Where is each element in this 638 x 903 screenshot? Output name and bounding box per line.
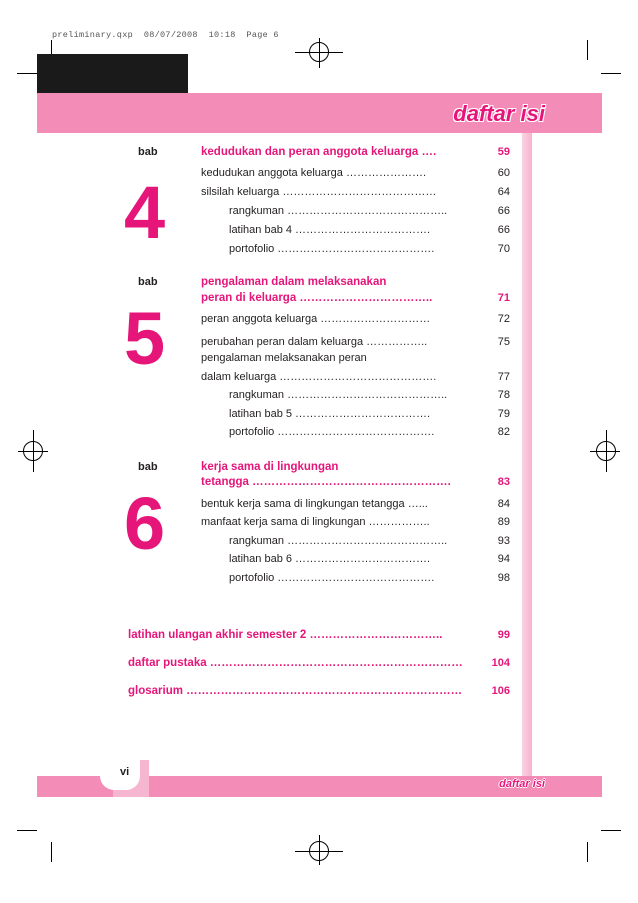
- toc-entry[interactable]: latihan bab 5 ……………………………….: [229, 408, 431, 420]
- crop-mark: [17, 830, 37, 831]
- chapter-page: 71: [497, 292, 510, 304]
- chapter-title[interactable]: tetangga …………………………………………….: [201, 476, 451, 488]
- chapter-page: 83: [497, 476, 510, 488]
- chapter-number: 6: [124, 482, 166, 565]
- toc-extra-entry[interactable]: glosarium ………………………………………………………………: [128, 685, 463, 697]
- toc-entry[interactable]: portofolio …………………………………….: [229, 243, 435, 255]
- toc-entry[interactable]: peran anggota keluarga …………………………: [201, 313, 431, 325]
- bab-label: bab: [138, 276, 158, 288]
- header-black-bar: [37, 54, 188, 93]
- print-slug: preliminary.qxp 08/07/2008 10:18 Page 6: [52, 30, 279, 40]
- toc-page: 84: [497, 498, 510, 510]
- toc-page: 94: [497, 553, 510, 565]
- toc-entry[interactable]: kedudukan anggota keluarga ………………….: [201, 167, 427, 179]
- page-number: vi: [120, 766, 130, 778]
- registration-mark-icon: [319, 38, 320, 68]
- chapter-number: 5: [124, 297, 166, 380]
- toc-page: 75: [497, 336, 510, 348]
- toc-entry[interactable]: dalam keluarga …………………………………….: [201, 371, 437, 383]
- chapter-title[interactable]: kedudukan dan peran anggota keluarga ….: [201, 146, 437, 158]
- toc-entry[interactable]: silsilah keluarga ……………………………………: [201, 186, 437, 198]
- toc-entry[interactable]: perubahan peran dalam keluarga ……………..: [201, 336, 428, 348]
- toc-page: 82: [497, 426, 510, 438]
- page-title: daftar isi: [453, 101, 545, 126]
- toc-page: 78: [497, 389, 510, 401]
- toc-page: 60: [497, 167, 510, 179]
- toc-page: 66: [497, 224, 510, 236]
- toc-entry[interactable]: latihan bab 6 ……………………………….: [229, 553, 431, 565]
- toc-page: 66: [497, 205, 510, 217]
- toc-extra-page: 106: [491, 685, 510, 697]
- registration-mark-icon: [33, 430, 34, 472]
- crop-mark: [601, 73, 621, 74]
- footer-title: daftar isi: [499, 778, 545, 790]
- toc-entry[interactable]: rangkuman ……………………………………..: [229, 535, 448, 547]
- toc-entry[interactable]: pengalaman melaksanakan peran: [201, 352, 367, 364]
- chapter-title[interactable]: pengalaman dalam melaksanakan: [201, 276, 387, 288]
- crop-mark: [17, 73, 37, 74]
- chapter-page: 59: [497, 146, 510, 158]
- toc-page: 64: [497, 186, 510, 198]
- crop-mark: [587, 842, 588, 862]
- registration-mark-icon: [606, 430, 607, 472]
- toc-extra-entry[interactable]: daftar pustaka …………………………………………………………: [128, 657, 463, 669]
- crop-mark: [51, 842, 52, 862]
- chapter-number: 4: [124, 171, 166, 254]
- page-edge-stripe: [522, 133, 532, 776]
- bab-label: bab: [138, 461, 158, 473]
- toc-entry[interactable]: manfaat kerja sama di lingkungan ……………..: [201, 516, 430, 528]
- toc-entry[interactable]: portofolio …………………………………….: [229, 426, 435, 438]
- chapter-title[interactable]: peran di keluarga ……………………………..: [201, 292, 433, 304]
- toc-page: 70: [497, 243, 510, 255]
- toc-extra-entry[interactable]: latihan ulangan akhir semester 2 ……………………………..: [128, 629, 443, 641]
- crop-mark: [601, 830, 621, 831]
- toc-page: 98: [497, 572, 510, 584]
- toc-page: 77: [497, 371, 510, 383]
- toc-page: 79: [497, 408, 510, 420]
- toc-entry[interactable]: portofolio …………………………………….: [229, 572, 435, 584]
- toc-extra-page: 99: [497, 629, 510, 641]
- registration-mark-icon: [590, 451, 620, 452]
- bab-label: bab: [138, 146, 158, 158]
- toc-extra-page: 104: [491, 657, 510, 669]
- toc-entry[interactable]: bentuk kerja sama di lingkungan tetangga …...: [201, 498, 428, 510]
- toc-entry[interactable]: latihan bab 4 ……………………………….: [229, 224, 431, 236]
- toc-page: 89: [497, 516, 510, 528]
- toc-page: 72: [497, 313, 510, 325]
- toc-entry[interactable]: rangkuman ……………………………………..: [229, 205, 448, 217]
- toc-page: 93: [497, 535, 510, 547]
- registration-mark-icon: [319, 835, 320, 865]
- toc-entry[interactable]: rangkuman ……………………………………..: [229, 389, 448, 401]
- crop-mark: [587, 40, 588, 60]
- chapter-title[interactable]: kerja sama di lingkungan: [201, 461, 339, 473]
